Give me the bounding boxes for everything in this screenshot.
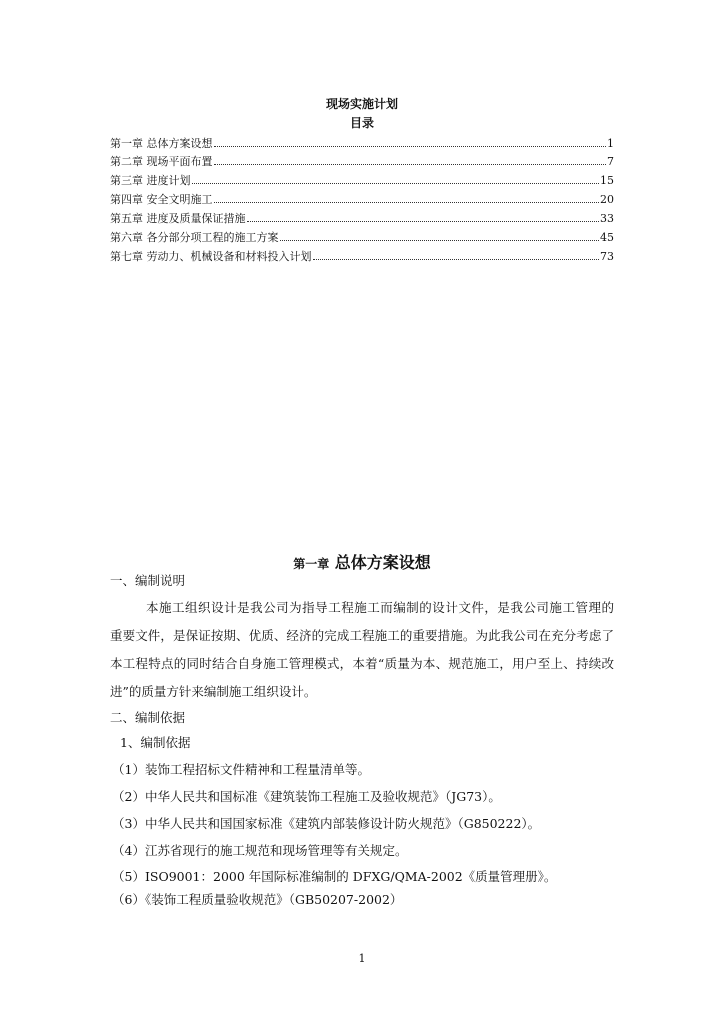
- toc-leader: [280, 240, 600, 241]
- list-item: （5）ISO9001：2000 年国际标准编制的 DFXG/QMA-2002《质量管理册》。: [112, 869, 557, 884]
- toc-leader: [214, 146, 607, 147]
- toc-label: 第五章 进度及质量保证措施: [110, 212, 246, 225]
- chapter-title: 总体方案设想: [334, 553, 431, 572]
- section-heading: 二、编制依据: [110, 710, 186, 725]
- chapter-heading: [0, 550, 724, 573]
- toc-leader: [214, 164, 607, 165]
- toc-entry[interactable]: [110, 191, 614, 207]
- toc-label: 第三章 进度计划: [110, 174, 191, 187]
- toc-page: 15: [600, 174, 614, 187]
- toc-label: 第四章 安全文明施工: [110, 193, 213, 206]
- subsection-heading: 1、编制依据: [120, 735, 191, 750]
- section-heading: 一、编制说明: [110, 573, 186, 588]
- chapter-prefix: 第一章: [293, 557, 330, 571]
- toc-page: 1: [607, 137, 614, 150]
- toc-label: 第六章 各分部分项工程的施工方案: [110, 231, 279, 244]
- toc-entry[interactable]: [110, 172, 614, 188]
- list-item: （4）江苏省现行的施工规范和现场管理等有关规定。: [112, 843, 408, 858]
- toc-leader: [192, 183, 600, 184]
- paragraph-line: 进”的质量方针来编制施工组织设计。: [110, 684, 317, 699]
- page-number: 1: [358, 952, 366, 965]
- document-title: 现场实施计划: [325, 97, 398, 111]
- toc-entry[interactable]: [110, 210, 614, 226]
- toc-entry[interactable]: [110, 135, 614, 151]
- paragraph-line: 重要文件，是保证按期、优质、经济的完成工程施工的重要措施。为此我公司在充分考虑了: [110, 628, 614, 643]
- list-item: （3）中华人民共和国国家标准《建筑内部装修设计防火规范》（G850222）。: [112, 816, 541, 831]
- toc-label: 第二章 现场平面布置: [110, 155, 213, 168]
- toc-title: 目录: [349, 116, 374, 130]
- toc-entry[interactable]: [110, 248, 614, 264]
- toc-entry[interactable]: [110, 229, 614, 245]
- list-item: （2）中华人民共和国标准《建筑装饰工程施工及验收规范》（JG73）。: [112, 789, 501, 804]
- toc-page: 33: [600, 212, 614, 225]
- toc-leader: [313, 259, 600, 260]
- toc-page: 7: [607, 155, 614, 168]
- toc-entry[interactable]: [110, 153, 614, 169]
- toc-page: 45: [600, 231, 614, 244]
- toc-leader: [247, 221, 600, 222]
- paragraph-line: 本工程特点的同时结合自身施工管理模式，本着“质量为本、规范施工，用户至上、持续改: [110, 656, 614, 671]
- paragraph-line: 本施工组织设计是我公司为指导工程施工而编制的设计文件，是我公司施工管理的: [146, 600, 614, 615]
- toc-label: 第一章 总体方案设想: [110, 137, 213, 150]
- toc-page: 73: [600, 250, 614, 263]
- list-item: （6）《装饰工程质量验收规范》（GB50207-2002）: [112, 892, 403, 907]
- toc-label: 第七章 劳动力、机械设备和材料投入计划: [110, 250, 312, 263]
- toc-leader: [214, 202, 600, 203]
- toc-page: 20: [600, 193, 614, 206]
- list-item: （1）装饰工程招标文件精神和工程量清单等。: [112, 762, 370, 777]
